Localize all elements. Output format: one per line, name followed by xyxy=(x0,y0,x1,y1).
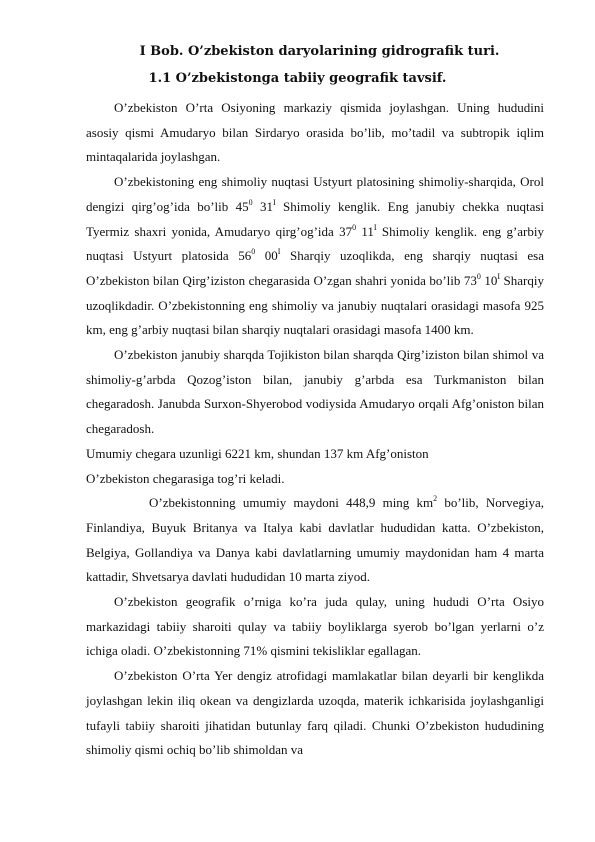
paragraph-borders: O’zbekiston janubiy sharqda Tojikiston bilan sharqda Qirg’iziston bilan shimol va shimoliy-g’arbda Qozog’iston bilan, janubiy g’arbda esa Turkmaniston bilan chegaradosh. Janubda Surxon-Shyerobod vodiysida Amudaryo orqali Afg’oniston bilan chegaradosh. xyxy=(86,347,544,437)
text-span: 10 xyxy=(480,272,498,288)
text-span: Shimoliy kenglik. eng g’arbiy nuqtasi Ustyurt platosida 56 xyxy=(86,223,544,264)
paragraph-latitude: O’zbekiston O’rta Yer dengiz atrofidagi mamlakatlar bilan deyarli bir kenglikda joylashgan lekin iliq okean va dengizlarda uzoqda, materik ichkarisida joylashganligi tufayli tabiiy sharoiti jihatidan butunlay farq qiladi. Chunki O’zbekiston hududining shimoliy qismi ochiq bo’lib shimoldan va xyxy=(86,668,544,758)
text-span: 31 xyxy=(252,198,273,214)
paragraph-location: O’zbekiston O’rta Osiyoning markaziy qismida joylashgan. Uning hududini asosiy qismi Amudaryo bilan Sirdaryo orasida bo’lib, mo’tadil va subtropik iqlim mintaqalarida joylashgan. xyxy=(86,100,544,165)
chapter-title: I Bob. O’zbekiston daryolarining gidrografik turi. xyxy=(139,44,500,59)
text-span: Sharqiy uzoqlikda, eng sharqiy nuqtasi esa O’zbekiston bilan Qirg’iziston chegarasida O’zgan shahri yonida bo’lib 73 xyxy=(86,248,545,288)
paragraph-geography: O’zbekiston geografik o’rniga ko’ra juda qulay, uning hududi O’rta Osiyo markazidagi tabiiy sharoiti qulay va tabiiy boyliklarga syerob bo’lgan yerlarni o’z ichiga oladi. O’zbekistonning 71% qismini tekisliklar egallagan. xyxy=(86,594,544,659)
minute-sup: I xyxy=(373,222,377,232)
text-span: O’zbekistoning eng shimoliy nuqtasi Ustyurt platosining shimoliy-sharqida, Orol dengizi qirg’og’ida bo’lib 45 xyxy=(86,174,544,214)
degree-sup: 0 xyxy=(248,197,253,207)
text-span: 11 xyxy=(356,223,374,239)
text-span: Sharqiy uzoqlikdadir. O’zbekistonning eng shimoliy va janubiy nuqtalari orasidagi masofa 925 km, eng g’arbiy nuqtasi bilan sharqiy nuqtalari orasidagi masofa 1400 km. xyxy=(86,272,544,338)
squared-sup: 2 xyxy=(433,494,438,504)
minute-sup: I xyxy=(497,271,501,281)
paragraph-extreme-points xyxy=(86,170,544,343)
text-span: O’zbekistonning umumiy maydoni 448,9 ming km xyxy=(149,495,434,511)
minute-sup: I xyxy=(277,247,281,257)
section-title: 1.1 O’zbekistonga tabiiy geografik tavsif. xyxy=(148,71,447,86)
text-span: Shimoliy kenglik. Eng janubiy chekka nuqtasi Tyermiz shaxri yonida, Amudaryo qirg’og’ida 37 xyxy=(86,198,545,239)
degree-sup: 0 xyxy=(251,247,256,257)
text-span: bo’lib, Norvegiya, Finlandiya, Buyuk Britanya va Italya kabi davlatlar hududidan katta. O’zbekiston, Belgiya, Gollandiya va Danya kabi davlatlarning umumiy maydonidan ham 4 marta kattadir, Shvetsarya davlati hududidan 10 marta ziyod. xyxy=(86,495,544,585)
text-span: 00 xyxy=(255,248,278,264)
minute-sup: I xyxy=(273,197,276,207)
paragraph-border-length-cont: O’zbekiston chegarasiga tog’ri keladi. xyxy=(86,470,285,486)
paragraph-area xyxy=(86,491,544,590)
paragraph-border-length: Umumiy chegara uzunligi 6221 km, shundan 137 km Afg’oniston xyxy=(86,445,429,461)
document-body xyxy=(86,96,544,763)
degree-sup: 0 xyxy=(352,222,357,232)
degree-sup: 0 xyxy=(476,271,481,281)
